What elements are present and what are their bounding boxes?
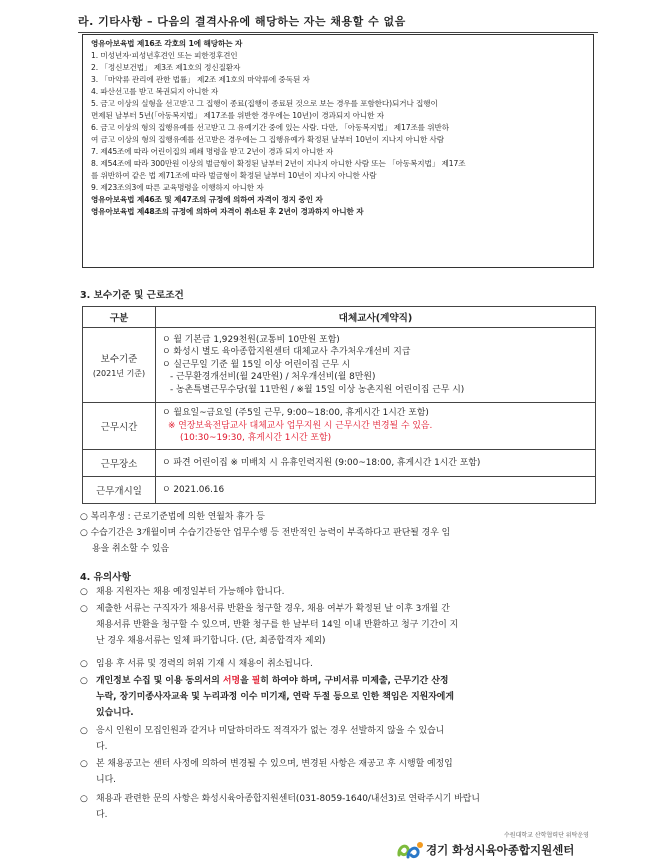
section-title: 라. 기타사항 – 다음의 결격사유에 해당하는 자는 채용할 수 없음	[78, 15, 406, 28]
pay-line: - 농촌특별근무수당(월 11만원 / ※월 15일 이상 농촌지원 어린이집 근무 시)	[170, 384, 465, 395]
bullet-circle: ○	[80, 604, 88, 614]
hours-value-cell	[156, 403, 596, 450]
disqualification-line: 여 금고 이상의 형의 집행유예를 선고받은 경우에는 그 집행유예가 확정된 날부터 10년이 지나지 아니한 사람	[91, 135, 444, 144]
disqualification-line: 영유아보육법 제48조의 규정에 의하여 자격이 취소된 후 2년이 경과하지 아니한 자	[91, 207, 364, 216]
disqualification-line: 5. 금고 이상의 실형을 선고받고 그 집행이 종료(집행이 종료된 것으로 보는 경우를 포함한다)되거나 집행이	[91, 99, 438, 108]
pay-line: - 근무환경개선비(월 24만원) / 처우개선비(월 8만원)	[170, 372, 376, 383]
hours-line: ㅇ 월요일~금요일 (주5일 근무, 9:00~18:00, 휴게시간 1시간 포함)	[162, 408, 429, 419]
disqualification-line: 면제된 날부터 5년(「아동복지법」 제17조를 위반한 경우에는 10년)이 경과되지 아니한 자	[91, 111, 384, 120]
pay-sublabel: (2021년 기준)	[92, 369, 146, 378]
logo-emblem-icon	[396, 839, 424, 863]
caution-item: ○ 응시 인원이 모집인원과 같거나 미달하더라도 적격자가 없는 경우 선발하지 않을 수 있습니 다.	[80, 723, 596, 755]
disqualification-line: 1. 미성년자·피성년후견인 또는 피한정후견인	[91, 51, 238, 60]
disqualification-line: 7. 제45조에 따라 어린이집의 폐쇄 명령을 받고 2년이 경과 되지 아니한 자	[91, 147, 334, 156]
logo-name: 경기 화성시육아종합지원센터	[426, 843, 575, 857]
caution-item: ○ 채용 지원자는 채용 예정일부터 가능해야 합니다.	[80, 584, 596, 600]
disqualification-line: 8. 제54조에 따라 300만원 이상의 벌금형이 확정된 날부터 2년이 지나지 아니한 사람 또는 「아동복지법」 제17조	[91, 159, 466, 168]
caution-item: ○ 제출한 서류는 구직자가 채용서류 반환을 청구할 경우, 채용 여부가 확정된 날 이후 3개월 간 채용서류 반환을 청구할 수 있으며, 반환 청구를 한 날부터 14일 이내 반환하고 청구 기간이 지 난 경우 채용서류는 일체 파기합니다. (단, 최종합격자 제외)	[80, 601, 596, 650]
place-line: ㅇ 파견 어린이집 ※ 미배치 시 유휴인력지원 (9:00~18:00, 휴게시간 1시간 포함)	[162, 457, 481, 468]
table-row-pay	[83, 328, 596, 403]
caution-item: ○ 임용 후 서류 및 경력의 허위 기재 시 채용이 취소됩니다.	[80, 656, 596, 672]
pay-value-cell	[156, 328, 596, 403]
place-value	[156, 450, 596, 477]
disqualification-line: 9. 제23조의3에 따른 교육명령을 이행하지 아니한 자	[91, 183, 264, 192]
start-line: ㅇ 2021.06.16	[162, 484, 225, 495]
bullet-circle: ○	[80, 587, 88, 597]
disqualification-line: 6. 금고 이상의 형의 집행유예를 선고받고 그 유예기간 중에 있는 사람. 다만, 「아동복지법」 제17조를 위반하	[91, 123, 449, 132]
hours-label: 근무시간	[83, 403, 156, 450]
section-header-ra	[78, 10, 598, 33]
bullet-circle: ○	[80, 676, 88, 686]
disqualification-line: 를 위반하여 같은 법 제71조에 따라 벌금형이 확정된 날부터 10년이 지나지 아니한 사람	[91, 171, 377, 180]
note-welfare: ○ 복리후생 : 근로기준법에 의한 연월차 휴가 등	[80, 512, 265, 522]
table-row-place	[83, 450, 596, 477]
bullet-circle: ○	[80, 726, 88, 736]
caution-item-consent: ○ 개인정보 수집 및 이용 동의서의 서명을 필히 하여야 하며, 구비서류 미제출, 근무기간 산정 누락, 장기미종사자교육 및 누리과정 이수 미기재, 연락 두절 등으로 인한 책임은 지원자에게 있습니다.	[80, 673, 596, 722]
disqualification-line: 영유아보육법 제46조 및 제47조의 규정에 의하여 자격이 정지 중인 자	[91, 195, 323, 204]
bullet-circle: ○	[80, 759, 88, 769]
header-substitute-teacher: 대체교사(계약직)	[156, 307, 596, 328]
disqualification-box	[82, 34, 594, 268]
logo-tagline: 수원대학교 산학협력단 위탁운영	[504, 832, 589, 839]
table-row-hours	[83, 403, 596, 450]
hours-note-line: (10:30~19:30, 휴게시간 1시간 포함)	[180, 433, 332, 444]
start-value	[156, 477, 596, 504]
table-row-start	[83, 477, 596, 504]
conditions-table	[82, 306, 596, 504]
table-header-row	[83, 307, 596, 328]
bullet-circle: ○	[80, 659, 88, 669]
note-probation-cont: 용을 취소할 수 있음	[92, 544, 170, 554]
disqualification-list	[91, 38, 585, 218]
start-label: 근무개시일	[83, 477, 156, 504]
required-emphasis: 필	[251, 676, 261, 686]
pay-line: ㅇ 화성시 별도 육아종합지원센터 대체교사 추가처우개선비 지급	[162, 347, 411, 358]
signature-emphasis: 서명	[222, 676, 241, 686]
disqualification-line: 4. 파산선고를 받고 복권되지 아니한 자	[91, 87, 219, 96]
pay-line: ㅇ 월 기본급 1,929천원(교통비 10만원 포함)	[162, 334, 340, 345]
hours-note-line: ※ 연장보육전담교사 대체교사 업무지원 시 근무시간 변경될 수 있음.	[168, 420, 433, 431]
disqualification-line: 2. 「정신보건법」 제3조 제1호의 정신질환자	[91, 63, 241, 72]
caution-item: ○ 본 채용공고는 센터 사정에 의하여 변경될 수 있으며, 변경된 사항은 재공고 후 시행할 예정입 니다.	[80, 756, 596, 788]
disqualification-line: 영유아보육법 제16조 각호의 1에 해당하는 자	[91, 39, 243, 48]
section-title-cautions: 4. 유의사항	[80, 572, 131, 583]
caution-item: ○ 채용과 관련한 문의 사항은 화성시육아종합지원센터(031-8059-1640/내선3)로 연락주시기 바랍니 다.	[80, 791, 596, 823]
header-category: 구분	[83, 307, 156, 328]
place-label: 근무장소	[83, 450, 156, 477]
bullet-circle: ○	[80, 794, 88, 804]
pay-label-cell	[83, 328, 156, 403]
note-probation: ○ 수습기간은 3개월이며 수습기간동안 업무수행 등 전반적인 능력이 부족하다고 판단될 경우 임	[80, 528, 451, 538]
disqualification-line: 3. 「마약류 관리에 관한 법률」 제2조 제1호의 마약류에 중독된 자	[91, 75, 310, 84]
pay-line: ㅇ 실근무일 기준 월 15일 이상 어린이집 근무 시	[162, 359, 351, 370]
section-title-pay: 3. 보수기준 및 근로조건	[80, 290, 184, 301]
pay-label: 보수기준	[100, 354, 138, 365]
center-logo	[396, 829, 602, 863]
